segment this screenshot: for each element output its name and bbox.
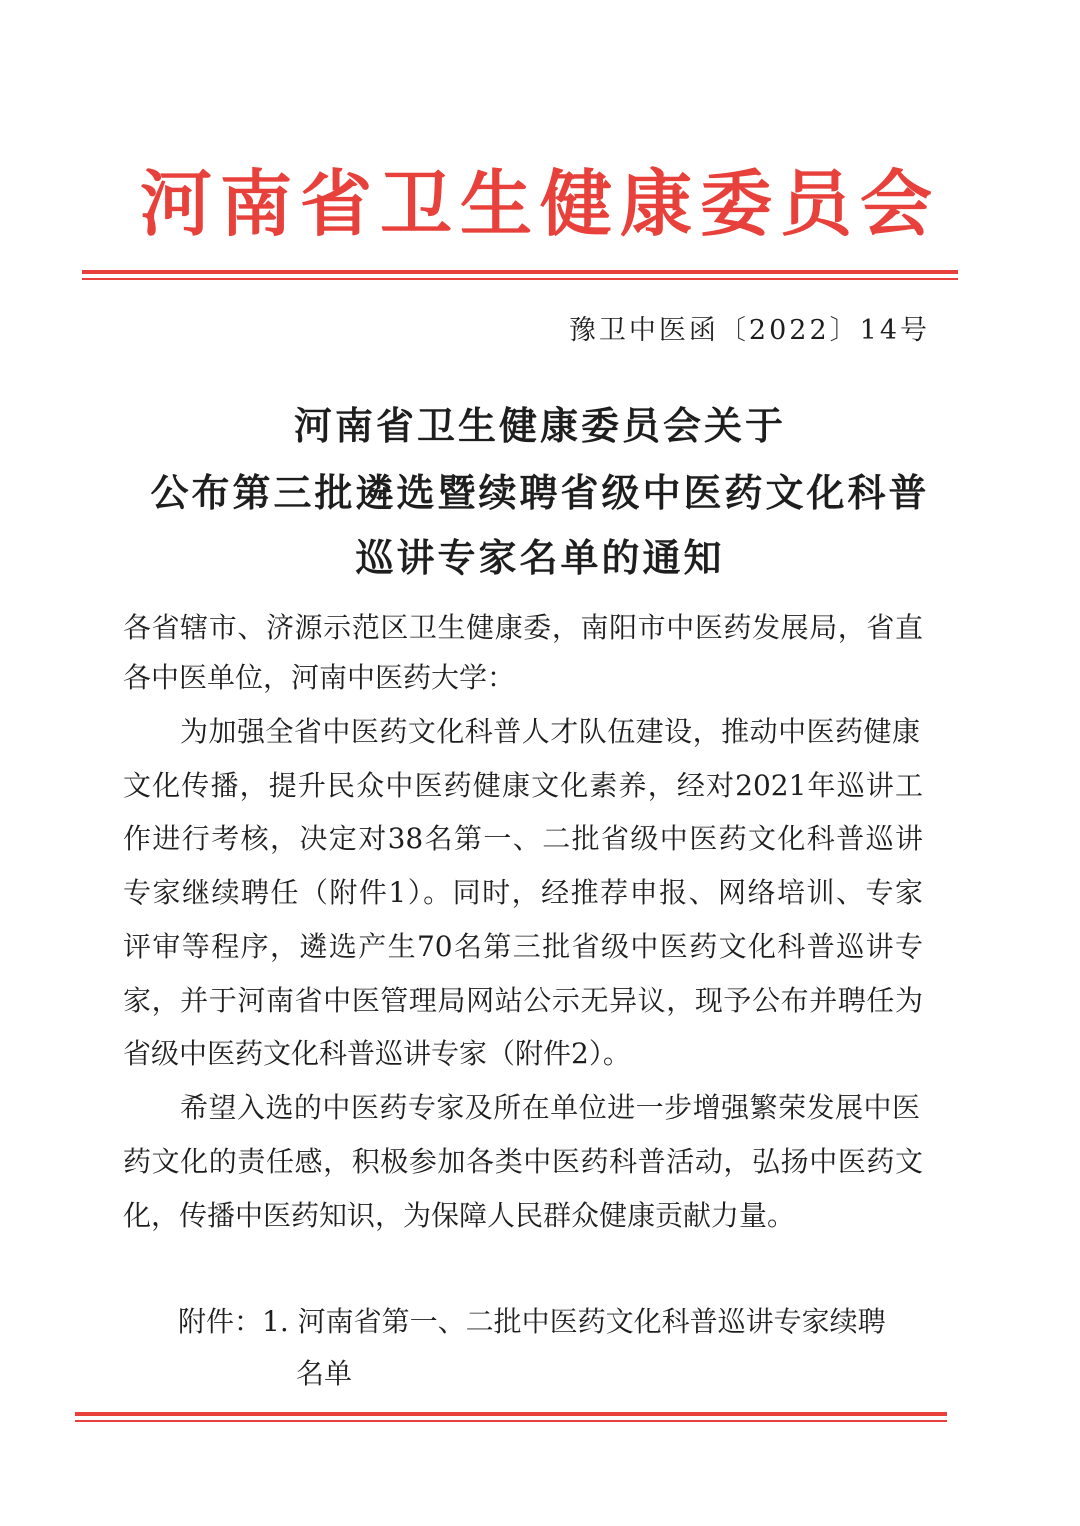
attachment-item-1-continued: 名单: [296, 1357, 353, 1390]
title-line-2: 公布第三批遴选暨续聘省级中医药文化科普: [150, 471, 930, 515]
footer-red-rule: [75, 1412, 947, 1416]
body-line: 希望入选的中医药专家及所在单位进一步增强繁荣发展中医: [180, 1091, 920, 1124]
body-line: 专家继续聘任（附件1）。同时，经推荐申报、网络培训、专家: [123, 876, 923, 909]
body-line: 家，并于河南省中医管理局网站公示无异议，现予公布并聘任为: [123, 984, 923, 1017]
body-line: 药文化的责任感，积极参加各类中医药科普活动，弘扬中医药文: [123, 1145, 923, 1178]
attachment-label: 附件：: [178, 1305, 263, 1338]
footer-red-rule-thin: [75, 1420, 947, 1422]
body-line: 文化传播，提升民众中医药健康文化素养，经对2021年巡讲工: [123, 769, 923, 802]
body-line: 化，传播中医药知识，为保障人民群众健康贡献力量。: [123, 1199, 796, 1232]
title-line-3: 巡讲专家名单的通知: [355, 536, 725, 580]
body-line: 各省辖市、济源示范区卫生健康委，南阳市中医药发展局，省直: [123, 611, 923, 644]
masthead-red-rule: [82, 270, 958, 274]
body-line: 作进行考核，决定对38名第一、二批省级中医药文化科普巡讲: [123, 822, 923, 855]
document-number: 豫卫中医函〔2022〕14号: [568, 315, 930, 346]
masthead-red-rule-thin: [82, 278, 958, 280]
body-line: 为加强全省中医药文化科普人才队伍建设，推动中医药健康: [180, 715, 920, 748]
title-line-1: 河南省卫生健康委员会关于: [293, 404, 786, 448]
issuing-organization-masthead: 河南省卫生健康委员会: [140, 161, 941, 246]
body-line: 各中医单位，河南中医药大学：: [123, 661, 516, 694]
body-line: 省级中医药文化科普巡讲专家（附件2）。: [123, 1037, 631, 1070]
body-line: 评审等程序，遴选产生70名第三批省级中医药文化科普巡讲专: [123, 930, 923, 963]
attachment-item-1: 1. 河南省第一、二批中医药文化科普巡讲专家续聘: [262, 1305, 886, 1338]
